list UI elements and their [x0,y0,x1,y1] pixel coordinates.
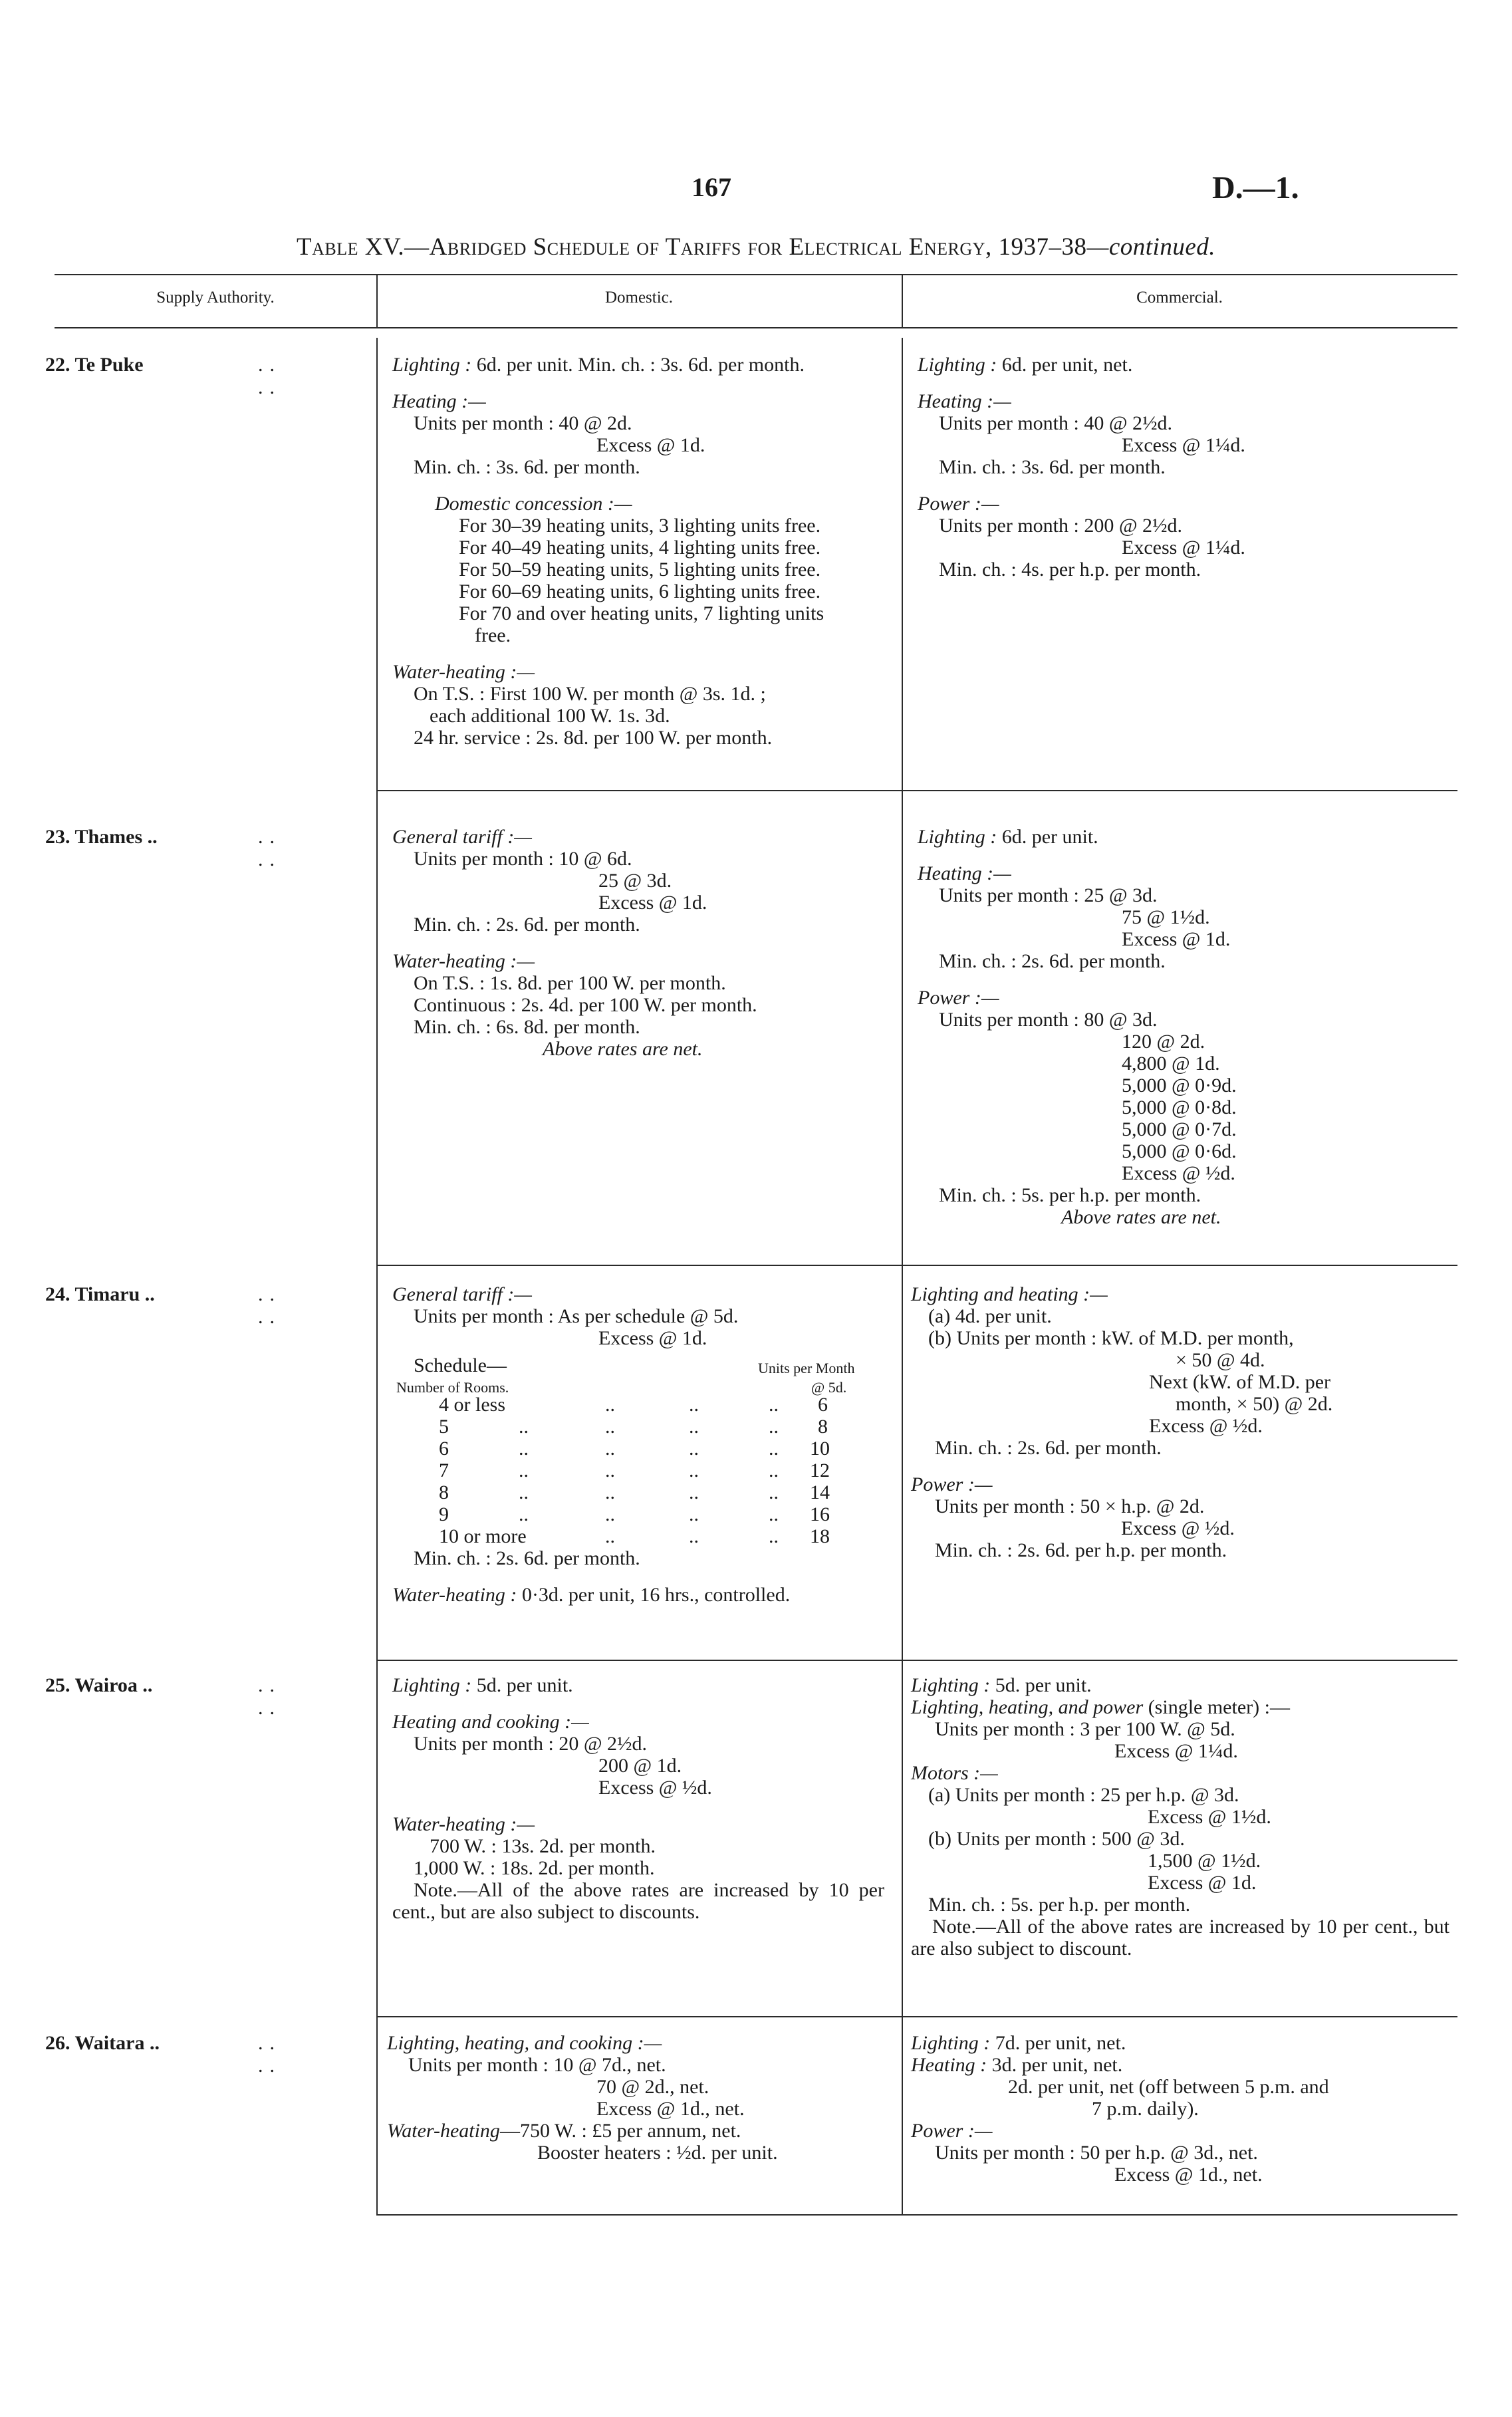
heating-cooking-label: Heating and cooking :— [392,1711,589,1733]
motors-b-tier: Excess @ 1d. [1148,1872,1257,1894]
heating-excess: Excess @ 1¼d. [1122,434,1245,456]
row-rule-4 [376,2016,1457,2017]
leader-dots: .. .. [258,1674,281,1719]
power-label: Power :— [911,2120,993,2142]
table-title [0,233,1512,261]
schedule-dots: .. [605,1460,615,1481]
waitara-domestic [387,2032,892,2164]
schedule-dots: .. [689,1438,699,1460]
heating-cooking-tier: 200 @ 1d. [598,1755,682,1777]
schedule-dots: .. [605,1525,615,1547]
power-excess: Excess @ 1d., net. [1114,2164,1263,2186]
schedule-row [392,1481,892,1503]
power-excess: Excess @ ½d. [1121,1517,1235,1539]
heating-tier: 75 @ 1½d. [1122,906,1210,928]
water-heating-line: 1,000 W. : 18s. 2d. per month. [414,1857,655,1879]
water-heating-label: Water-heating :— [392,1813,535,1835]
general-tariff-units: Units per month : 10 @ 6d. [414,848,632,870]
lhc-tier: Excess @ 1d., net. [596,2098,745,2120]
schedule-row [392,1503,892,1525]
power-label: Power :— [911,1473,993,1495]
schedule-dots: .. [769,1481,779,1503]
lighting-rate: 6d. per unit. Min. ch. : 3s. 6d. per month. [471,354,805,376]
concession-line: For 60–69 heating units, 6 lighting units free. [459,580,821,602]
authority-name: 23. Thames .. [45,826,158,848]
schedule-units: 6 [818,1394,828,1416]
schedule-row [392,1416,892,1438]
schedule-dots: .. [769,1416,779,1438]
lighting-heating-b: (b) Units per month : kW. of M.D. per month, [928,1327,1294,1349]
lighting-label: Lighting : [392,354,472,376]
schedule-dots: .. [605,1394,615,1416]
wairoa-commercial [911,1674,1449,1960]
min-charge: Min. ch. : 2s. 6d. per month. [414,1547,640,1569]
lighting-heating-b-line: month, × 50) @ 2d. [1176,1393,1333,1415]
heating-offpeak: 2d. per unit, net (off between 5 p.m. and [1008,2076,1329,2098]
heating-offpeak-times: 7 p.m. daily). [1092,2098,1199,2120]
lighting-rate: 5d. per unit. [990,1674,1092,1696]
booster-heaters: Booster heaters : ½d. per unit. [537,2142,778,2164]
schedule-rooms: 8 [439,1481,449,1503]
power-tier: 4,800 @ 1d. [1122,1053,1220,1075]
schedule-rate-heading: @ 5d. [811,1379,847,1396]
timaru-domestic [392,1283,892,1606]
column-header-domestic: Domestic. [604,289,674,307]
lhc-units: Units per month : 10 @ 7d., net. [408,2054,666,2076]
schedule-dots: .. [689,1394,699,1416]
schedule-dots: .. [519,1416,529,1438]
concession-line: free. [475,624,511,646]
general-tariff-excess: Excess @ 1d. [598,1327,707,1349]
general-tariff-tier: Excess @ 1d. [598,892,707,914]
header-bottom-rule [55,327,1457,328]
schedule-dots: .. [519,1503,529,1525]
schedule-dots: .. [689,1416,699,1438]
water-heating-rate: 0·3d. per unit, 16 hrs., controlled. [517,1584,791,1606]
water-heating-label: Water-heating [387,2120,500,2142]
heating-units: Units per month : 40 @ 2½d. [939,412,1172,434]
schedule-units: 18 [810,1525,830,1547]
lighting-heating-b-line: Excess @ ½d. [1149,1415,1263,1437]
schedule-units: 8 [818,1416,828,1438]
power-units: Units per month : 50 per h.p. @ 3d., net. [935,2142,1258,2164]
power-label: Power :— [918,987,999,1009]
schedule-dots: .. [769,1394,779,1416]
section-code: D.—1. [1212,170,1299,205]
lighting-label: Lighting : [918,826,997,848]
schedule-rooms-heading: Number of Rooms. [396,1379,509,1396]
lighting-heating-power-excess: Excess @ 1¼d. [1114,1740,1238,1762]
schedule-dots: .. [519,1481,529,1503]
authority-name: 25. Wairoa .. [45,1674,153,1696]
lighting-rate: 7d. per unit, net. [990,2032,1126,2054]
schedule-dots: .. [689,1525,699,1547]
wairoa-commercial-note: Note.—All of the above rates are increased by 10 per cent., but are also subject to discount. [911,1916,1449,1960]
schedule-row [392,1394,892,1416]
schedule-row [392,1438,892,1460]
schedule-dots: .. [605,1416,615,1438]
lighting-label: Lighting : [392,1674,472,1696]
power-min-charge: Min. ch. : 2s. 6d. per h.p. per month. [935,1539,1227,1561]
schedule-dots: .. [769,1503,779,1525]
wairoa-domestic [392,1674,884,1923]
general-tariff-tier: 25 @ 3d. [598,870,672,892]
authority-name: 22. Te Puke [45,354,144,376]
schedule-dots: .. [519,1438,529,1460]
lighting-label: Lighting : [911,2032,991,2054]
heating-label: Heating :— [392,390,486,412]
heating-min-charge: Min. ch. : 2s. 6d. per month. [939,950,1166,972]
lighting-heating-b-line: Next (kW. of M.D. per [1149,1371,1331,1393]
motors-a-excess: Excess @ 1½d. [1148,1806,1271,1828]
schedule-dots: .. [769,1438,779,1460]
motors-b: (b) Units per month : 500 @ 3d. [928,1828,1185,1850]
heating-excess: Excess @ 1d. [596,434,705,456]
power-tier: 5,000 @ 0·8d. [1122,1096,1237,1118]
leader-dots: .. .. [258,2032,281,2077]
authority-waitara [45,2032,281,2077]
water-heating-label: Water-heating : [392,1584,517,1606]
general-tariff-units: Units per month : As per schedule @ 5d. [414,1305,739,1327]
lighting-heating-label: Lighting and heating :— [911,1283,1108,1305]
power-min-charge: Min. ch. : 5s. per h.p. per month. [939,1184,1201,1206]
net-note: Above rates are net. [1061,1206,1221,1228]
schedule-rooms: 6 [439,1438,449,1460]
schedule-rooms: 5 [439,1416,449,1438]
concession-line: For 50–59 heating units, 5 lighting units free. [459,559,821,580]
heating-label: Heating :— [918,390,1011,412]
lighting-heating-cooking-label: Lighting, heating, and cooking :— [387,2032,662,2054]
power-tier: Excess @ ½d. [1122,1162,1235,1184]
water-heating-rate: —750 W. : £5 per annum, net. [499,2120,741,2142]
authority-te-puke [45,354,281,398]
min-charge: Min. ch. : 5s. per h.p. per month. [928,1894,1191,1916]
schedule-dots: .. [769,1460,779,1481]
row-rule-3 [376,1660,1457,1661]
column-header-commercial: Commercial. [1136,289,1223,307]
schedule-row [392,1525,892,1547]
schedule-units: 12 [810,1460,830,1481]
schedule-dots: .. [689,1460,699,1481]
schedule-dots: .. [605,1503,615,1525]
net-note: Above rates are net. [543,1038,703,1060]
power-units: Units per month : 50 × h.p. @ 2d. [935,1495,1205,1517]
water-heating-label: Water-heating :— [392,661,535,683]
heating-label: Heating :— [918,862,1011,884]
water-heating-label: Water-heating :— [392,950,535,972]
column-header-authority: Supply Authority. [156,289,275,307]
water-heating-line: each additional 100 W. 1s. 3d. [430,705,670,727]
waitara-commercial [911,2032,1449,2186]
water-heating-line: On T.S. : 1s. 8d. per 100 W. per month. [414,972,726,994]
lighting-label: Lighting : [918,354,997,376]
lighting-heating-power-meter: (single meter) :— [1143,1696,1290,1718]
schedule-units: 14 [810,1481,830,1503]
lighting-rate: 6d. per unit. [997,826,1098,848]
lighting-heating-b-line: × 50 @ 4d. [1176,1349,1265,1371]
concession-label: Domestic concession :— [435,493,632,515]
lhc-tier: 70 @ 2d., net. [596,2076,709,2098]
heating-min-charge: Min. ch. : 3s. 6d. per month. [939,456,1166,478]
concession-line: For 30–39 heating units, 3 lighting units free. [459,515,821,537]
motors-b-tier: 1,500 @ 1½d. [1148,1850,1261,1872]
water-heating-line: Continuous : 2s. 4d. per 100 W. per month. [414,994,757,1016]
lighting-heating-min-charge: Min. ch. : 2s. 6d. per month. [935,1437,1162,1459]
motors-a: (a) Units per month : 25 per h.p. @ 3d. [928,1784,1239,1806]
schedule-dots: .. [519,1460,529,1481]
schedule-rooms: 10 or more [439,1525,527,1547]
table-title-main: Table XV.—Abridged Schedule of Tariffs for Electrical Energy, 1937–38 [296,233,1087,261]
schedule-label: Schedule— [414,1354,507,1376]
general-tariff-label: General tariff :— [392,826,532,848]
motors-label: Motors :— [911,1762,998,1784]
schedule-units-heading: Units per Month [758,1360,855,1376]
schedule-subheader [392,1376,892,1394]
table-title-continued: —continued. [1086,233,1216,261]
page-number: 167 [692,172,731,202]
te-puke-commercial [918,354,1449,580]
schedule-dots: .. [605,1481,615,1503]
schedule-rooms: 4 or less [439,1394,505,1416]
authority-name: 24. Timaru .. [45,1283,155,1305]
schedule-dots: .. [605,1438,615,1460]
heating-cooking-tier: Excess @ ½d. [598,1777,712,1799]
concession-line: For 70 and over heating units, 7 lighting units [459,602,824,624]
column-divider-1 [376,338,378,2214]
schedule-dots: .. [769,1525,779,1547]
thames-commercial [918,826,1449,1228]
general-tariff-label: General tariff :— [392,1283,532,1305]
schedule-dots: .. [689,1481,699,1503]
power-units: Units per month : 80 @ 3d. [939,1009,1158,1031]
wairoa-domestic-note: Note.—All of the above rates are increased by 10 per cent., but are also subject to discounts. [392,1879,884,1923]
authority-wairoa [45,1674,281,1719]
power-tier: 5,000 @ 0·7d. [1122,1118,1237,1140]
authority-name: 26. Waitara .. [45,2032,160,2054]
lighting-heating-a: (a) 4d. per unit. [928,1305,1052,1327]
concession-line: For 40–49 heating units, 4 lighting units free. [459,537,821,559]
heating-units: Units per month : 25 @ 3d. [939,884,1158,906]
heating-tier: Excess @ 1d. [1122,928,1231,950]
schedule-header [392,1354,892,1376]
row-rule-1 [376,790,1457,791]
table-bottom-rule [376,2214,1457,2216]
power-tier: 5,000 @ 0·6d. [1122,1140,1237,1162]
power-tier: 120 @ 2d. [1122,1031,1205,1053]
water-heating-line: 700 W. : 13s. 2d. per month. [430,1835,656,1857]
heating-cooking-units: Units per month : 20 @ 2½d. [414,1733,647,1755]
heating-units: Units per month : 40 @ 2d. [414,412,632,434]
heating-min-charge: Min. ch. : 3s. 6d. per month. [414,456,640,478]
thames-domestic [392,826,892,1060]
authority-timaru [45,1283,281,1328]
min-charge: Min. ch. : 2s. 6d. per month. [414,914,640,936]
timaru-commercial [911,1283,1449,1561]
heating-label: Heating : [911,2054,987,2076]
table-top-rule [55,274,1457,275]
water-heating-line: Min. ch. : 6s. 8d. per month. [414,1016,640,1038]
row-rule-2 [376,1265,1457,1266]
column-divider-2 [902,338,903,2214]
power-min-charge: Min. ch. : 4s. per h.p. per month. [939,559,1201,580]
schedule-rooms: 9 [439,1503,449,1525]
leader-dots: .. .. [258,1283,281,1328]
lighting-rate: 6d. per unit, net. [997,354,1133,376]
schedule-units: 16 [810,1503,830,1525]
schedule-rooms: 7 [439,1460,449,1481]
schedule-units: 10 [810,1438,830,1460]
power-excess: Excess @ 1¼d. [1122,537,1245,559]
authority-thames [45,826,281,870]
schedule-row [392,1460,892,1481]
power-units: Units per month : 200 @ 2½d. [939,515,1182,537]
leader-dots: .. .. [258,826,281,870]
heating-rate: 3d. per unit, net. [987,2054,1123,2076]
water-heating-line: On T.S. : First 100 W. per month @ 3s. 1d. ; [414,683,766,705]
leader-dots: .. .. [258,354,281,398]
lighting-label: Lighting : [911,1674,991,1696]
lighting-rate: 5d. per unit. [471,1674,573,1696]
te-puke-domestic [392,354,892,749]
lighting-heating-power-units: Units per month : 3 per 100 W. @ 5d. [935,1718,1235,1740]
power-tier: 5,000 @ 0·9d. [1122,1075,1237,1096]
lighting-heating-power-label: Lighting, heating, and power [911,1696,1144,1718]
water-heating-line: 24 hr. service : 2s. 8d. per 100 W. per month. [414,727,773,749]
power-label: Power :— [918,493,999,515]
schedule-dots: .. [689,1503,699,1525]
